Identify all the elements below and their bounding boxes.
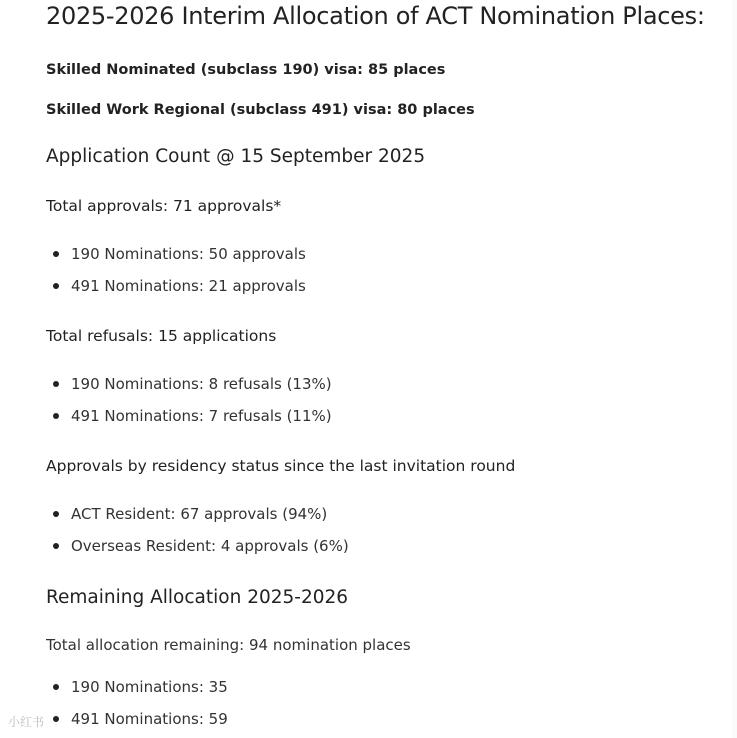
list-item-text: 491 Nominations: 59: [71, 710, 228, 728]
list-item-text: 491 Nominations: 21 approvals: [71, 277, 306, 295]
bullet-icon: [53, 716, 59, 722]
remaining-total: Total allocation remaining: 94 nomination places: [46, 636, 411, 654]
bullet-icon: [53, 684, 59, 690]
list-item-text: 491 Nominations: 7 refusals (11%): [71, 407, 332, 425]
list-item: [46, 243, 306, 265]
remaining-heading: Remaining Allocation 2025-2026: [46, 587, 349, 608]
list-item-text: Overseas Resident: 4 approvals (6%): [71, 537, 349, 555]
allocation-491: Skilled Work Regional (subclass 491) visa: 80 places: [46, 102, 475, 118]
page-title: 2025-2026 Interim Allocation of ACT Nomination Places:: [46, 2, 705, 30]
approvals-heading: Total approvals: 71 approvals*: [46, 197, 282, 215]
bullet-icon: [53, 381, 59, 387]
bullet-icon: [53, 543, 59, 549]
list-item-text: 190 Nominations: 50 approvals: [71, 245, 306, 263]
list-item: [46, 535, 349, 557]
list-item: [46, 676, 228, 698]
list-item: [46, 503, 327, 525]
refusals-heading: Total refusals: 15 applications: [46, 327, 277, 345]
list-item: [46, 275, 306, 297]
bullet-icon: [53, 511, 59, 517]
list-item: [46, 373, 332, 395]
bullet-icon: [53, 251, 59, 257]
application-count-heading: Application Count @ 15 September 2025: [46, 146, 426, 167]
list-item-text: 190 Nominations: 8 refusals (13%): [71, 375, 332, 393]
scrollbar-track[interactable]: [732, 0, 737, 738]
allocation-190: Skilled Nominated (subclass 190) visa: 85 places: [46, 62, 446, 78]
watermark: 小红书: [8, 715, 45, 729]
list-item-text: ACT Resident: 67 approvals (94%): [71, 505, 328, 523]
list-item: [46, 708, 228, 730]
bullet-icon: [53, 283, 59, 289]
bullet-icon: [53, 413, 59, 419]
list-item: [46, 405, 332, 427]
residency-heading: Approvals by residency status since the last invitation round: [46, 457, 516, 475]
list-item-text: 190 Nominations: 35: [71, 678, 228, 696]
